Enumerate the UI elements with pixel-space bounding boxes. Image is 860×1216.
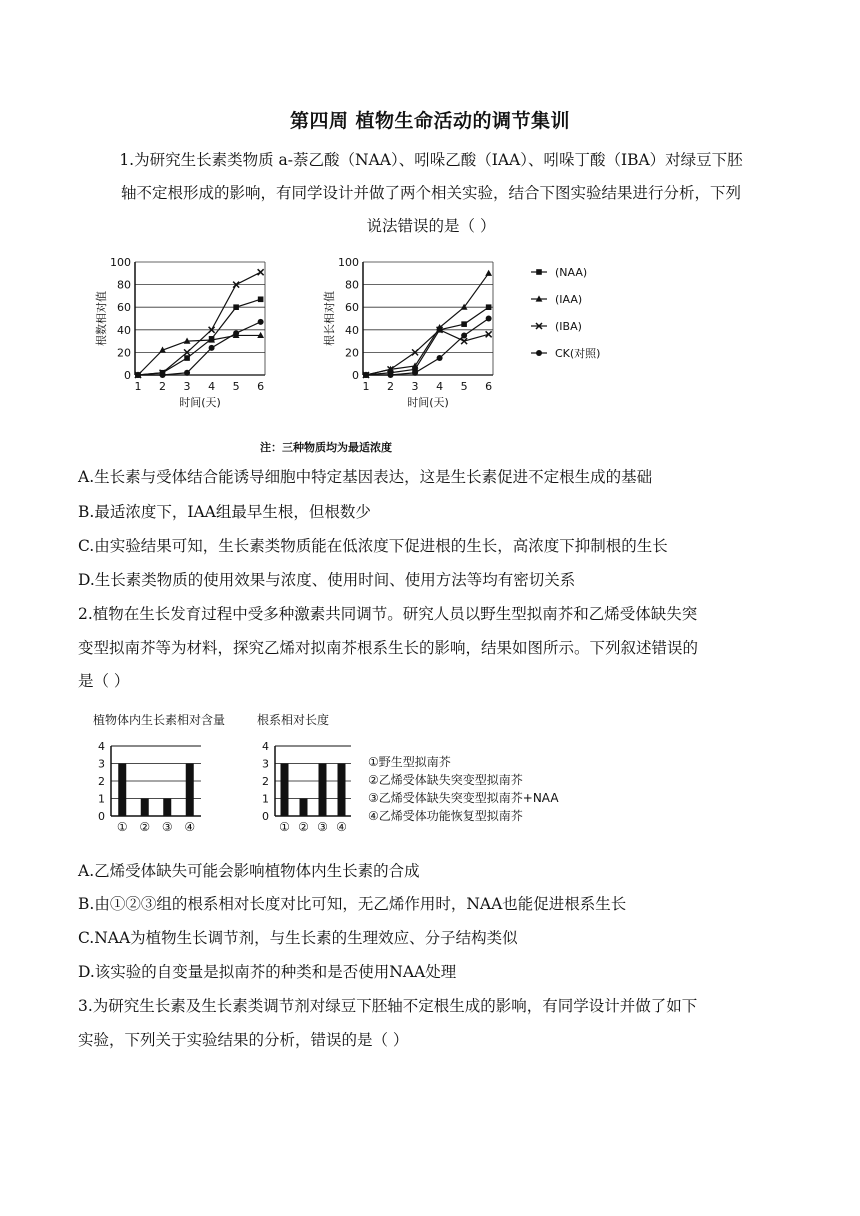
roots-count-xtick-label: 5 [232,380,240,393]
root-length-y-axis-label: 根长相对值 [323,291,336,346]
auxin-content-bar-2 [141,799,149,817]
auxin-content-bar-3 [163,799,171,817]
bar-legend-item-2: ②乙烯受体缺失突变型拟南芥 [368,773,523,787]
roots-count-point [258,269,264,275]
roots-count-ytick-label: 20 [117,346,131,360]
root-length-xtick-label: 3 [411,380,419,393]
page-title: 第四周 植物生命活动的调节集训 [289,110,571,132]
root-length-point [461,321,467,327]
auxin-content-title: 植物体内生长素相对含量 [93,713,226,727]
root-length-xtick-label: 2 [387,380,395,393]
root-length-bar-bar-1 [281,764,289,817]
root-length-ytick-label: 0 [352,369,359,382]
root-length-bar-category-label: ④ [336,820,347,834]
bar-legend-item-1: ①野生型拟南芥 [368,755,451,769]
figure-note: 注：三种物质均为最适浓度 [260,441,392,454]
roots-count-x-axis-label: 时间(天) [179,396,221,409]
auxin-content-category-label: ③ [161,820,173,834]
root-length-ytick-label: 40 [345,323,359,337]
root-length-bar-category-label: ② [298,820,309,834]
root-length-bar-ytick-label: 1 [262,792,269,806]
roots-count-point [184,355,190,361]
root-length-bar-ytick-label: 3 [262,757,269,771]
q2-figure [85,708,605,838]
auxin-content-bar-1 [118,764,126,817]
roots-count-ytick-label: 60 [117,301,131,315]
roots-count-point [258,319,264,325]
q2-stem-line-3: 是（ ） [78,672,130,690]
legend-label: (NAA) [555,266,588,279]
root-length-xtick-label: 1 [362,380,370,393]
root-length-point [486,316,492,322]
q1-figure [95,250,635,460]
roots-count-xtick-label: 2 [159,380,167,393]
root-length-x-axis-label: 时间(天) [407,396,449,409]
roots-count-point [258,296,264,302]
q2-option-c: C.NAA为植物生长调节剂，与生长素的生理效应、分子结构类似 [78,929,518,947]
root-length-bar-category-label: ③ [317,820,328,834]
root-length-bar-bar-3 [319,764,327,817]
auxin-content-bar-4 [186,764,194,817]
root-length-point [486,304,492,310]
auxin-content-category-label: ② [139,820,151,834]
root-length-bar-bar-2 [300,799,308,817]
q1-stem-line-2: 轴不定根形成的影响，有同学设计并做了两个相关实验，结合下图实验结果进行分析，下列 [120,184,741,202]
root-length-point [363,372,369,378]
root-length-xtick-label: 6 [485,380,493,393]
root-length-point [461,332,467,338]
legend-label: (IAA) [555,293,583,306]
q2-option-d: D.该实验的自变量是拟南芥的种类和是否使用NAA处理 [78,963,457,981]
q1-option-b: B.最适浓度下，IAA组最早生根，但根数少 [78,503,371,521]
roots-count-ytick-label: 100 [110,256,131,269]
bar-legend-item-3: ③乙烯受体缺失突变型拟南芥+NAA [368,791,559,805]
auxin-content-category-label: ① [116,820,128,834]
root-length-bar-category-label: ① [279,820,290,834]
roots-count-ytick-label: 40 [117,323,131,337]
roots-count-ytick-label: 80 [117,278,131,292]
q1-stem-line-3: 说法错误的是（ ） [366,217,496,235]
q1-option-a: A.生长素与受体结合能诱导细胞中特定基因表达，这是生长素促进不定根生成的基础 [78,468,653,486]
q2-option-a: A.乙烯受体缺失可能会影响植物体内生长素的合成 [78,862,420,880]
root-length-ytick-label: 80 [345,278,359,292]
bar-legend-item-4: ④乙烯受体功能恢复型拟南芥 [368,809,523,823]
q2-stem-line-2: 变型拟南芥等为材料，探究乙烯对拟南芥根系生长的影响，结果如图所示。下列叙述错误的 [78,639,699,657]
q3-stem-line-1: 3.为研究生长素及生长素类调节剂对绿豆下胚轴不定根生成的影响，有同学设计并做了如下 [78,997,698,1015]
auxin-content-ytick-label: 0 [98,810,105,823]
roots-count-point [209,345,215,351]
root-length-point [388,372,394,378]
q1-stem [78,144,784,243]
q1-option-c: C.由实验结果可知，生长素类物质能在低浓度下促进根的生长，高浓度下抑制根的生长 [78,537,668,555]
q2-option-b: B.由①②③组的根系相对长度对比可知，无乙烯作用时，NAA也能促进根系生长 [78,895,627,913]
legend-marker [536,269,542,275]
legend-label: CK(对照) [555,347,601,360]
auxin-content-ytick-label: 3 [98,757,105,771]
root-length-bar-ytick-label: 4 [262,740,269,753]
root-length-ytick-label: 60 [345,301,359,315]
roots-count-point [184,370,190,376]
roots-count-point [233,304,239,310]
roots-count-xtick-label: 6 [257,380,265,393]
roots-count-point [233,330,239,336]
root-length-bar-bar-4 [338,764,346,817]
auxin-content-ytick-label: 1 [98,792,105,806]
root-length-bar-title: 根系相对长度 [257,713,330,727]
root-length-bar-ytick-label: 2 [262,775,269,788]
roots-count-point [135,372,141,378]
roots-count-point [160,372,166,378]
q1-option-d: D.生长素类物质的使用效果与浓度、使用时间、使用方法等均有密切关系 [78,571,576,589]
roots-count-ytick-label: 0 [124,369,131,382]
roots-count-xtick-label: 1 [134,380,142,393]
root-length-point [412,370,418,376]
roots-count-xtick-label: 3 [183,380,191,393]
legend-label: (IBA) [555,320,582,333]
root-length-xtick-label: 4 [436,380,444,393]
roots-count-xtick-label: 4 [208,380,216,393]
q3-stem-line-2: 实验，下列关于实验结果的分析，错误的是（ ） [78,1031,409,1049]
root-length-series-line-2 [366,273,489,375]
root-length-point [485,270,492,276]
q2-stem-line-1: 2.植物在生长发育过程中受多种激素共同调节。研究人员以野生型拟南芥和乙烯受体缺失突 [78,605,698,623]
root-length-ytick-label: 100 [338,256,359,269]
root-length-xtick-label: 5 [460,380,468,393]
root-length-bar-ytick-label: 0 [262,810,269,823]
auxin-content-ytick-label: 2 [98,775,105,788]
root-length-ytick-label: 20 [345,346,359,360]
roots-count-y-axis-label: 根数相对值 [95,291,108,346]
auxin-content-ytick-label: 4 [98,740,105,753]
legend-marker [536,350,542,356]
auxin-content-category-label: ④ [184,820,196,834]
roots-count-series-line-1 [138,299,261,375]
q1-stem-line-1: 1.为研究生长素类物质 a-萘乙酸（NAA）、吲哚乙酸（IAA）、吲哚丁酸（IBA）对绿豆下胚 [119,151,743,169]
root-length-point [437,355,443,361]
